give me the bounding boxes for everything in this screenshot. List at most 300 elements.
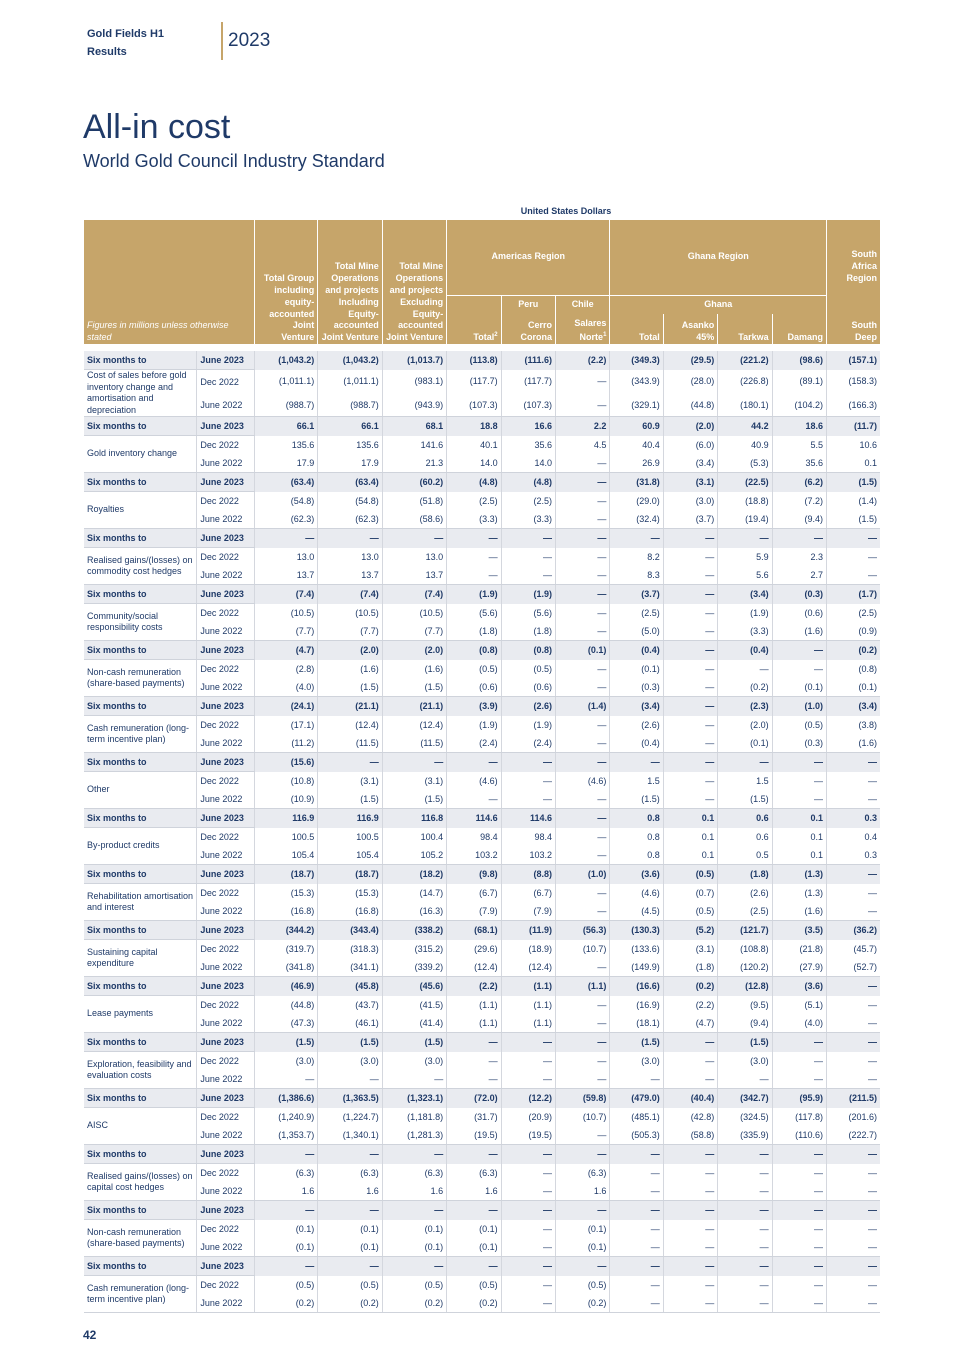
cell-value: (10.5) <box>318 604 382 623</box>
cell-value: — <box>827 1070 880 1089</box>
cell-value: (21.1) <box>318 697 382 716</box>
cell-value: (36.2) <box>827 921 880 940</box>
row-date: Dec 2022 <box>197 940 254 959</box>
cell-value: (0.1) <box>382 1220 446 1239</box>
cell-value: (18.9) <box>501 940 555 959</box>
cell-value: (315.2) <box>382 940 446 959</box>
row-date: Dec 2022 <box>197 548 254 567</box>
cell-value: — <box>772 1201 826 1220</box>
cell-value: (46.9) <box>254 977 317 996</box>
cell-value: (3.3) <box>718 622 772 641</box>
period-label: Six months to <box>84 351 197 370</box>
cell-value: (1,011.1) <box>254 370 317 394</box>
cell-value: (89.1) <box>772 370 826 394</box>
cell-value: (6.3) <box>556 1164 610 1183</box>
row-label: Sustaining capital expenditure <box>84 940 197 977</box>
row-date: June 2022 <box>197 1294 254 1313</box>
cell-value: — <box>318 1201 382 1220</box>
cell-value: — <box>663 548 717 567</box>
cell-value: (4.0) <box>772 1014 826 1033</box>
period-label: Six months to <box>84 865 197 884</box>
cell-value: — <box>772 1276 826 1295</box>
table-row <box>84 1014 880 1033</box>
cell-value: — <box>556 454 610 473</box>
period-label: Six months to <box>84 1033 197 1052</box>
cell-value: 26.9 <box>610 454 663 473</box>
table-row <box>84 902 880 921</box>
table-row <box>84 753 880 772</box>
cell-value: 17.9 <box>318 454 382 473</box>
row-label: Cost of sales before gold inventory change and amortisation and depreciation <box>84 370 197 417</box>
table-row <box>84 1126 880 1145</box>
table-header <box>84 220 880 351</box>
cell-value: (15.3) <box>318 884 382 903</box>
cell-value: (108.8) <box>718 940 772 959</box>
cell-value: — <box>827 753 880 772</box>
period-label: Six months to <box>84 1089 197 1108</box>
cell-value: (42.8) <box>663 1108 717 1127</box>
cell-value: 66.1 <box>318 417 382 436</box>
cell-value: 2.2 <box>556 417 610 436</box>
cell-value: (0.1) <box>254 1238 317 1257</box>
cell-value: (6.3) <box>318 1164 382 1183</box>
cell-value: — <box>254 529 317 548</box>
cell-value: — <box>772 1070 826 1089</box>
table-row <box>84 958 880 977</box>
cell-value: — <box>556 604 610 623</box>
cell-value: — <box>718 660 772 679</box>
cell-value: (0.1) <box>556 1238 610 1257</box>
row-date: June 2023 <box>197 753 254 772</box>
table-row <box>84 790 880 809</box>
cell-value: (0.1) <box>318 1238 382 1257</box>
cell-value: (341.8) <box>254 958 317 977</box>
cell-value: (10.5) <box>382 604 446 623</box>
cell-value: — <box>663 660 717 679</box>
cell-value: (1.1) <box>501 977 555 996</box>
row-date: Dec 2022 <box>197 1108 254 1127</box>
all-in-cost-table <box>84 220 880 1313</box>
cell-value: (104.2) <box>772 393 826 417</box>
cell-value: (1.1) <box>447 1014 501 1033</box>
cell-value: (0.4) <box>718 641 772 660</box>
cell-value: — <box>556 1201 610 1220</box>
cell-value: — <box>501 529 555 548</box>
cell-value: — <box>556 548 610 567</box>
cell-value: 14.0 <box>447 454 501 473</box>
cell-value: (2.4) <box>501 734 555 753</box>
cell-value: — <box>663 716 717 735</box>
table-row <box>84 510 880 529</box>
cell-value: — <box>556 828 610 847</box>
cell-value: — <box>318 529 382 548</box>
cell-value: (0.2) <box>382 1294 446 1313</box>
cell-value: (1.1) <box>501 996 555 1015</box>
cell-value: (15.6) <box>254 753 317 772</box>
cell-value: (2.2) <box>663 996 717 1015</box>
table-row <box>84 417 880 436</box>
cell-value: (1.5) <box>827 473 880 492</box>
cell-value: 141.6 <box>382 436 446 455</box>
cell-value: — <box>663 1201 717 1220</box>
cell-value: (166.3) <box>827 393 880 417</box>
cell-value: (3.4) <box>827 697 880 716</box>
col-damang: Damang <box>772 314 826 344</box>
cell-value: 16.6 <box>501 417 555 436</box>
cell-value: (1.6) <box>318 660 382 679</box>
cell-value: 103.2 <box>447 846 501 865</box>
cell-value: (0.1) <box>718 734 772 753</box>
cell-value: (1,011.1) <box>318 370 382 394</box>
cell-value: — <box>556 1070 610 1089</box>
cell-value: (3.1) <box>382 772 446 791</box>
cell-value: (7.9) <box>447 902 501 921</box>
cell-value: (180.1) <box>718 393 772 417</box>
cell-value: (113.8) <box>447 351 501 370</box>
row-date: June 2023 <box>197 865 254 884</box>
cell-value: (54.8) <box>254 492 317 511</box>
cell-value: (56.3) <box>556 921 610 940</box>
cell-value: — <box>501 772 555 791</box>
cell-value: — <box>501 566 555 585</box>
cell-value: (20.9) <box>501 1108 555 1127</box>
row-label: Exploration, feasibility and evaluation costs <box>84 1052 197 1089</box>
cell-value: (19.4) <box>718 510 772 529</box>
cell-value: (63.4) <box>318 473 382 492</box>
cell-value: (16.8) <box>254 902 317 921</box>
table-row <box>84 734 880 753</box>
cell-value: 116.8 <box>382 809 446 828</box>
row-date: June 2023 <box>197 1145 254 1164</box>
table-row <box>84 846 880 865</box>
cell-value: — <box>772 1164 826 1183</box>
cell-value: (12.4) <box>318 716 382 735</box>
cell-value: — <box>663 1033 717 1052</box>
cell-value: (324.5) <box>718 1108 772 1127</box>
cell-value: (319.7) <box>254 940 317 959</box>
cell-value: — <box>556 753 610 772</box>
cell-value: 105.2 <box>382 846 446 865</box>
row-label: Non-cash remuneration (share-based payments) <box>84 660 197 697</box>
cell-value: 13.7 <box>382 566 446 585</box>
cell-value: (1.3) <box>772 865 826 884</box>
col-americas-total: Total$^2$ <box>447 314 501 344</box>
cell-value: (1.1) <box>447 996 501 1015</box>
table-row <box>84 1108 880 1127</box>
cell-value: 103.2 <box>501 846 555 865</box>
cell-value: — <box>610 1238 663 1257</box>
cell-value: (0.2) <box>663 977 717 996</box>
cell-value: (17.1) <box>254 716 317 735</box>
cell-value: 0.3 <box>827 809 880 828</box>
cell-value: (107.3) <box>501 393 555 417</box>
cell-value: (3.7) <box>663 510 717 529</box>
cell-value: (343.9) <box>610 370 663 394</box>
cell-value: — <box>663 1276 717 1295</box>
period-label: Six months to <box>84 1257 197 1276</box>
table-row <box>84 1070 880 1089</box>
cell-value: — <box>663 604 717 623</box>
cell-value: 5.6 <box>718 566 772 585</box>
cell-value: — <box>556 678 610 697</box>
cell-value: (1,224.7) <box>318 1108 382 1127</box>
cell-value: (943.9) <box>382 393 446 417</box>
cell-value: — <box>663 1052 717 1071</box>
cell-value: (98.6) <box>772 351 826 370</box>
cell-value: (4.6) <box>556 772 610 791</box>
cell-value: (6.7) <box>447 884 501 903</box>
cell-value: (1.6) <box>772 622 826 641</box>
cell-value: — <box>718 1238 772 1257</box>
row-date: June 2023 <box>197 351 254 370</box>
row-date: June 2022 <box>197 1182 254 1201</box>
cell-value: (338.2) <box>382 921 446 940</box>
cell-value: — <box>827 977 880 996</box>
cell-value: (0.5) <box>663 902 717 921</box>
cell-value: — <box>501 753 555 772</box>
cell-value: (2.0) <box>663 417 717 436</box>
cell-value: — <box>447 1052 501 1071</box>
cell-value: (28.0) <box>663 370 717 394</box>
cell-value: 0.5 <box>718 846 772 865</box>
cell-value: 17.9 <box>254 454 317 473</box>
cell-value: (111.6) <box>501 351 555 370</box>
region-americas: Americas Region <box>447 220 610 295</box>
cell-value: — <box>556 529 610 548</box>
cell-value: (18.1) <box>610 1014 663 1033</box>
row-date: June 2023 <box>197 529 254 548</box>
cell-value: — <box>556 809 610 828</box>
cell-value: (18.7) <box>318 865 382 884</box>
cell-value: — <box>827 1201 880 1220</box>
cell-value: — <box>663 697 717 716</box>
cell-value: 0.1 <box>772 846 826 865</box>
cell-value: (45.7) <box>827 940 880 959</box>
cell-value: (3.0) <box>718 1052 772 1071</box>
table-row <box>84 921 880 940</box>
cell-value: — <box>772 1182 826 1201</box>
cell-value: (3.4) <box>663 454 717 473</box>
cell-value: (0.2) <box>718 678 772 697</box>
cell-value: — <box>663 753 717 772</box>
cell-value: (8.8) <box>501 865 555 884</box>
period-label: Six months to <box>84 1145 197 1164</box>
cell-value: (0.3) <box>772 585 826 604</box>
table-row <box>84 370 880 394</box>
cell-value: 40.1 <box>447 436 501 455</box>
cell-value: (3.0) <box>318 1052 382 1071</box>
table-row <box>84 1276 880 1295</box>
cell-value: (1.1) <box>556 977 610 996</box>
cell-value: (45.6) <box>382 977 446 996</box>
cell-value: — <box>501 1052 555 1071</box>
table-body <box>84 351 880 1313</box>
cell-value: — <box>718 1145 772 1164</box>
col-cerro-corona: Cerro Corona <box>501 314 555 344</box>
cell-value: (0.8) <box>501 641 555 660</box>
cell-value: — <box>663 772 717 791</box>
cell-value: (12.8) <box>718 977 772 996</box>
cell-value: (4.8) <box>447 473 501 492</box>
table-row <box>84 1089 880 1108</box>
cell-value: (1.5) <box>718 1033 772 1052</box>
currency-label: United States Dollars <box>520 206 612 216</box>
period-label: Six months to <box>84 921 197 940</box>
table-row <box>84 1145 880 1164</box>
table-row <box>84 996 880 1015</box>
period-label: Six months to <box>84 473 197 492</box>
row-date: June 2022 <box>197 790 254 809</box>
cell-value: — <box>827 1164 880 1183</box>
cell-value: (31.8) <box>610 473 663 492</box>
cell-value: (7.4) <box>254 585 317 604</box>
cell-value: (1.8) <box>718 865 772 884</box>
cell-value: (12.4) <box>501 958 555 977</box>
cell-value: 8.2 <box>610 548 663 567</box>
cell-value: (1.5) <box>827 510 880 529</box>
cell-value: (44.8) <box>663 393 717 417</box>
cell-value: (47.3) <box>254 1014 317 1033</box>
country-ghana: Ghana <box>610 295 827 314</box>
cell-value: 114.6 <box>447 809 501 828</box>
cell-value: 98.4 <box>501 828 555 847</box>
col-south-deep: South Deep <box>827 314 880 344</box>
cell-value: 18.6 <box>772 417 826 436</box>
cell-value: (0.3) <box>610 678 663 697</box>
cell-value: — <box>663 585 717 604</box>
cell-value: (11.5) <box>318 734 382 753</box>
cell-value: — <box>382 1145 446 1164</box>
cell-value: (19.5) <box>447 1126 501 1145</box>
cell-value: — <box>663 622 717 641</box>
country-chile: Chile <box>556 295 610 314</box>
cell-value: (6.3) <box>382 1164 446 1183</box>
cell-value: 0.1 <box>827 454 880 473</box>
header-divider <box>221 22 223 60</box>
cell-value: (117.7) <box>447 370 501 394</box>
cell-value: — <box>718 1257 772 1276</box>
cell-value: (0.1) <box>556 641 610 660</box>
table-row <box>84 772 880 791</box>
cell-value: — <box>556 790 610 809</box>
cell-value: (7.7) <box>254 622 317 641</box>
cell-value: 116.9 <box>254 809 317 828</box>
cell-value: — <box>610 753 663 772</box>
cell-value: (2.0) <box>718 716 772 735</box>
cell-value: — <box>718 1201 772 1220</box>
row-label: Realised gains/(losses) on capital cost hedges <box>84 1164 197 1201</box>
cell-value: (6.3) <box>254 1164 317 1183</box>
cell-value: (44.8) <box>254 996 317 1015</box>
cell-value: (7.2) <box>772 492 826 511</box>
row-date: June 2022 <box>197 393 254 417</box>
cell-value: (0.1) <box>610 660 663 679</box>
cell-value: — <box>610 1276 663 1295</box>
cell-value: — <box>827 1014 880 1033</box>
cell-value: (0.4) <box>610 641 663 660</box>
table-row <box>84 660 880 679</box>
cell-value: (4.5) <box>610 902 663 921</box>
cell-value: (158.3) <box>827 370 880 394</box>
table-row <box>84 393 880 417</box>
cell-value: — <box>772 660 826 679</box>
cell-value: (0.4) <box>610 734 663 753</box>
cell-value: 2.3 <box>772 548 826 567</box>
cell-value: (16.8) <box>318 902 382 921</box>
col-total-incl-jv: Total Mine Operations and projects Including Equity-accounted Joint Venture <box>318 220 382 344</box>
table-row <box>84 473 880 492</box>
cell-value: — <box>556 1014 610 1033</box>
cell-value: (3.0) <box>254 1052 317 1071</box>
cell-value: (0.5) <box>254 1276 317 1295</box>
row-date: June 2023 <box>197 921 254 940</box>
cell-value: (10.7) <box>556 940 610 959</box>
table-row <box>84 622 880 641</box>
cell-value: — <box>318 1145 382 1164</box>
row-label: Non-cash remuneration (share-based payments) <box>84 1220 197 1257</box>
cell-value: (505.3) <box>610 1126 663 1145</box>
cell-value: (24.1) <box>254 697 317 716</box>
cell-value: (0.6) <box>447 678 501 697</box>
period-label: Six months to <box>84 809 197 828</box>
period-label: Six months to <box>84 697 197 716</box>
cell-value: — <box>663 529 717 548</box>
cell-value: 4.5 <box>556 436 610 455</box>
table-row <box>84 1220 880 1239</box>
cell-value: 13.0 <box>318 548 382 567</box>
cell-value: (0.2) <box>447 1294 501 1313</box>
cell-value: (3.5) <box>772 921 826 940</box>
cell-value: (5.0) <box>610 622 663 641</box>
cell-value: (1.8) <box>663 958 717 977</box>
cell-value: 2.7 <box>772 566 826 585</box>
cell-value: (68.1) <box>447 921 501 940</box>
cell-value: 8.3 <box>610 566 663 585</box>
table-row <box>84 454 880 473</box>
cell-value: (18.7) <box>254 865 317 884</box>
cell-value: (120.2) <box>718 958 772 977</box>
cell-value: (22.5) <box>718 473 772 492</box>
cell-value: (201.6) <box>827 1108 880 1127</box>
row-date: June 2022 <box>197 1070 254 1089</box>
col-asanko: Asanko 45% <box>663 314 717 344</box>
cell-value: 1.6 <box>447 1182 501 1201</box>
cell-value: — <box>663 790 717 809</box>
cell-value: (51.8) <box>382 492 446 511</box>
cell-value: — <box>610 1145 663 1164</box>
row-date: June 2022 <box>197 846 254 865</box>
cell-value: (1,353.7) <box>254 1126 317 1145</box>
row-date: Dec 2022 <box>197 1164 254 1183</box>
cell-value: (3.6) <box>772 977 826 996</box>
cell-value: (60.2) <box>382 473 446 492</box>
americas-blank <box>447 295 501 314</box>
cell-value: — <box>827 1238 880 1257</box>
cell-value: — <box>663 1182 717 1201</box>
row-date: June 2022 <box>197 902 254 921</box>
cell-value: (0.5) <box>318 1276 382 1295</box>
table-row <box>84 351 880 370</box>
cell-value: 13.7 <box>254 566 317 585</box>
cell-value: 100.5 <box>318 828 382 847</box>
cell-value: — <box>772 1294 826 1313</box>
cell-value: 35.6 <box>501 436 555 455</box>
cell-value: (329.1) <box>610 393 663 417</box>
cell-value: (19.5) <box>501 1126 555 1145</box>
table-row <box>84 436 880 455</box>
cell-value: (10.8) <box>254 772 317 791</box>
cell-value: (1.9) <box>501 716 555 735</box>
